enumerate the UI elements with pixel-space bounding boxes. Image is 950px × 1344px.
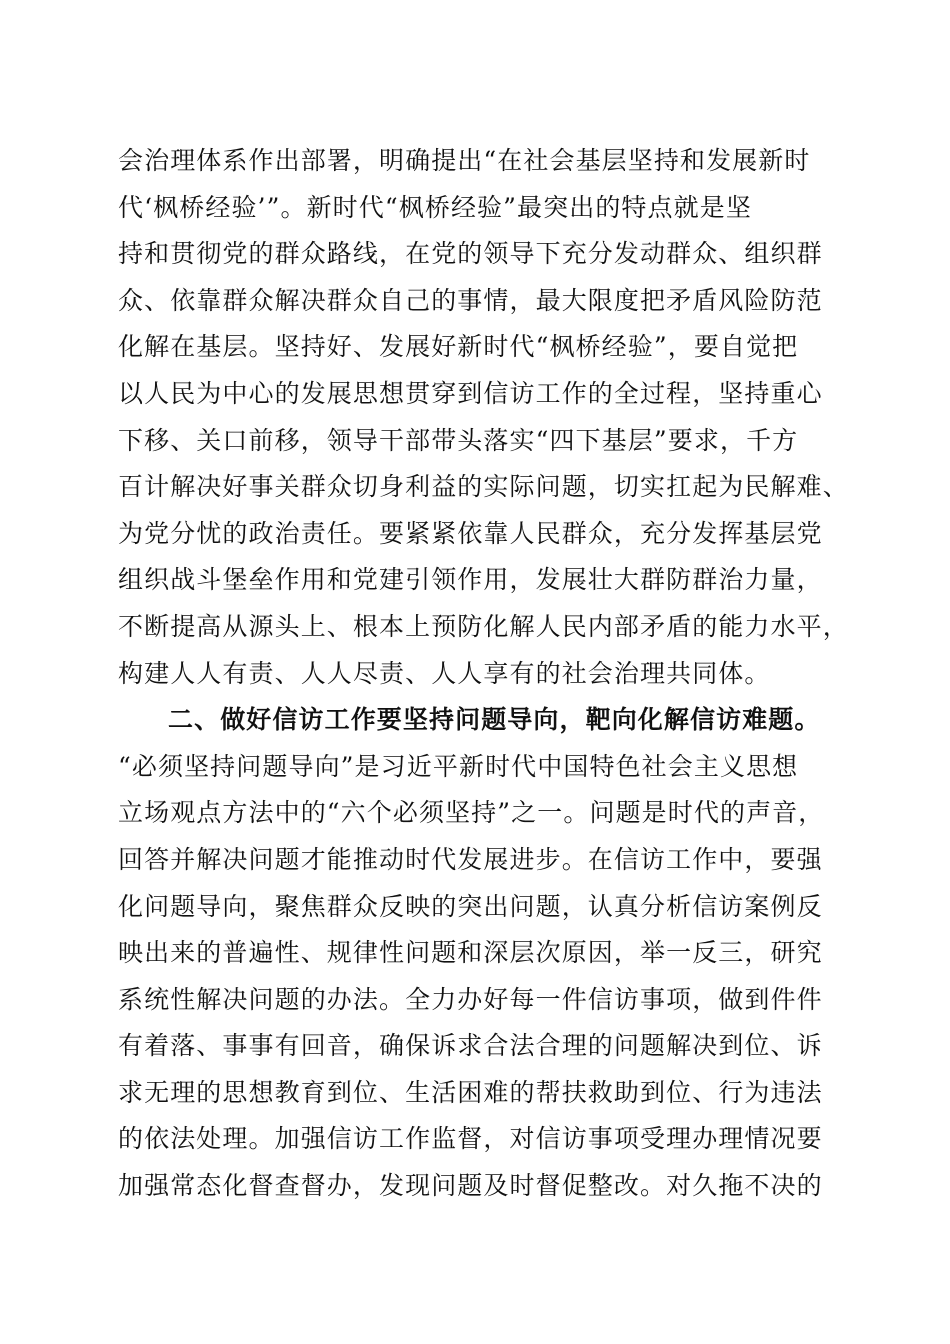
paragraph-line: 的依法处理。加强信访工作监督，对信访事项受理办理情况要	[118, 1124, 823, 1154]
paragraph-line: 不断提高从源头上、根本上预防化解人民内部矛盾的能力水平，	[118, 611, 849, 641]
document-body	[118, 138, 848, 1210]
paragraph-line: 为党分忧的政治责任。要紧紧依靠人民群众，充分发挥基层党	[118, 518, 823, 548]
paragraph-line: “必须坚持问题导向”是习近平新时代中国特色社会主义思想	[118, 751, 799, 781]
paragraph-line: 求无理的思想教育到位、生活困难的帮扶救助到位、行为违法	[118, 1077, 823, 1107]
paragraph-line: 会治理体系作出部署，明确提出“在社会基层坚持和发展新时	[118, 146, 811, 175]
paragraph-line: 百计解决好事关群众切身利益的实际问题，切实扛起为民解难、	[118, 472, 849, 502]
paragraph-line: 回答并解决问题才能推动时代发展进步。在信访工作中，要强	[118, 844, 823, 874]
paragraph-line: 众、依靠群众解决群众自己的事情，最大限度把矛盾风险防范	[118, 285, 823, 315]
paragraph-line: 持和贯彻党的群众路线，在党的领导下充分发动群众、组织群	[118, 239, 823, 269]
paragraph-line: 系统性解决问题的办法。全力办好每一件信访事项，做到件件	[118, 984, 823, 1014]
paragraph-line: 有着落、事事有回音，确保诉求合法合理的问题解决到位、诉	[118, 1031, 823, 1061]
paragraph-line: 加强常态化督查督办，发现问题及时督促整改。对久拖不决的	[118, 1171, 823, 1201]
paragraph-line: 下移、关口前移，领导干部带头落实“四下基层”要求，千方	[118, 425, 799, 455]
paragraph-line: 映出来的普遍性、规律性问题和深层次原因，举一反三，研究	[118, 938, 823, 968]
paragraph-line: 代‘枫桥经验’”。新时代“枫桥经验”最突出的特点就是坚	[118, 192, 752, 222]
paragraph-line: 化问题导向，聚焦群众反映的突出问题，认真分析信访案例反	[118, 891, 823, 921]
paragraph-line: 化解在基层。坚持好、发展好新时代“枫桥经验”，要自觉把	[118, 332, 799, 362]
section-heading: 二、做好信访工作要坚持问题导向，靶向化解信访难题。	[168, 705, 821, 735]
paragraph-line: 构建人人有责、人人尽责、人人享有的社会治理共同体。	[118, 658, 771, 688]
paragraph-line: 组织战斗堡垒作用和党建引领作用，发展壮大群防群治力量，	[118, 565, 823, 595]
paragraph-line: 立场观点方法中的“六个必须坚持”之一。问题是时代的声音，	[118, 798, 825, 828]
paragraph-line: 以人民为中心的发展思想贯穿到信访工作的全过程，坚持重心	[118, 378, 823, 408]
